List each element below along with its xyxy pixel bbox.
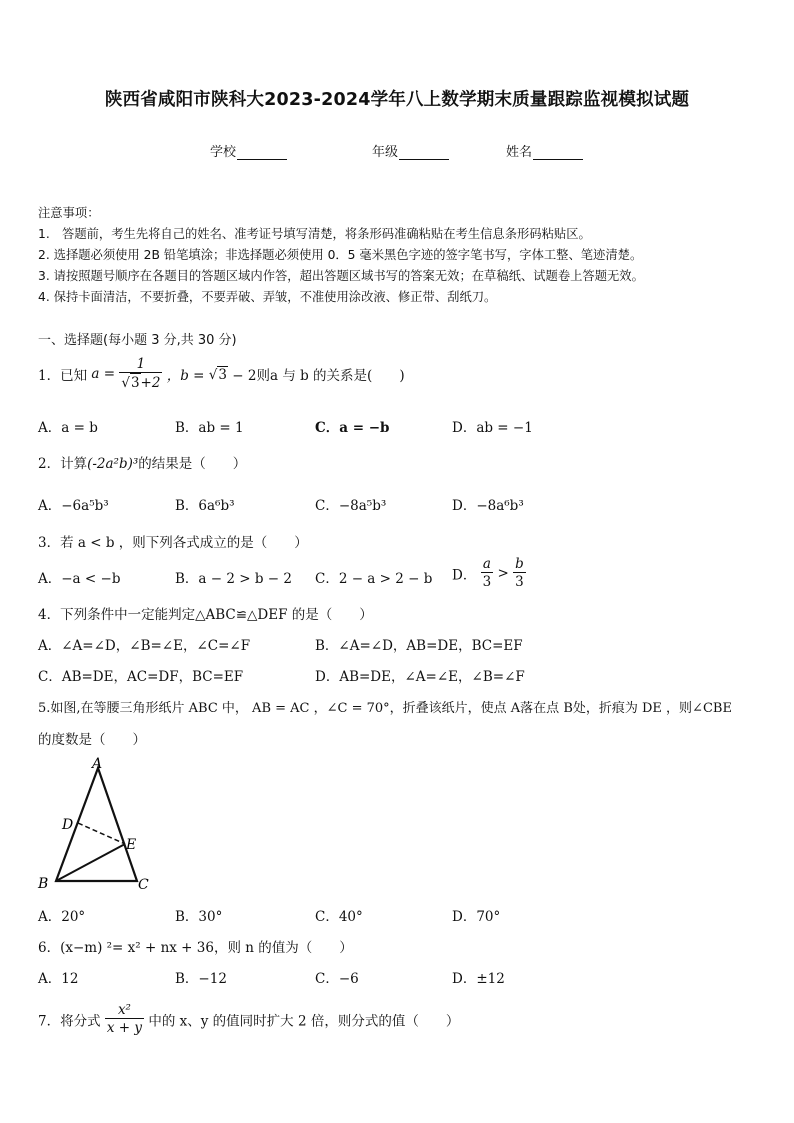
q1-fraction-num: 1: [119, 356, 162, 373]
name-label: 姓名: [506, 145, 533, 160]
q6-option-d[interactable]: D．±12: [452, 971, 505, 987]
q5-option-b[interactable]: B．30°: [175, 909, 223, 925]
question-6: 6．(x−m) ²= x² + nx + 36，则 n 的值为（ ）: [38, 940, 353, 956]
q6-option-b[interactable]: B．−12: [175, 971, 227, 987]
q3-d-den-a: 3: [482, 574, 492, 590]
q1-option-a[interactable]: A．a = b: [38, 420, 98, 436]
q4-option-a[interactable]: A．∠A=∠D，∠B=∠E，∠C=∠F: [38, 638, 251, 654]
q4-option-d[interactable]: D．AB=DE，∠A=∠E，∠B=∠F: [315, 669, 525, 685]
q3-d-num-a: a: [481, 556, 494, 573]
section-heading: 一、选择题(每小题 3 分,共 30 分): [38, 333, 237, 348]
q1-option-c[interactable]: C．a = −b: [315, 420, 390, 436]
school-blank[interactable]: [237, 146, 287, 160]
q2-option-c[interactable]: C．−8a⁵b³: [315, 498, 387, 514]
q1-a-eq: a =: [91, 366, 116, 382]
q1-relation: a 与 b 的关系是( ): [269, 368, 405, 384]
q3-d-fraction-a: [481, 556, 494, 591]
school-field[interactable]: [210, 141, 287, 160]
notes-heading: 注意事项：: [38, 206, 100, 220]
page-title: 陕西省咸阳市陕科大2023-2024学年八上数学期末质量跟踪监视模拟试题: [104, 90, 690, 110]
grade-blank[interactable]: [399, 146, 449, 160]
q1-fraction-den: √3+2: [121, 375, 161, 391]
q1-b-eq: ，b =: [166, 368, 209, 384]
q4-option-b[interactable]: B．∠A=∠D，AB=DE，BC=EF: [315, 638, 523, 654]
label-d: D: [62, 817, 74, 833]
question-4: 4．下列条件中一定能判定△ABC≌△DEF 的是（ ）: [38, 607, 373, 623]
q4-option-c[interactable]: C．AB=DE，AC=DF，BC=EF: [38, 669, 244, 685]
label-e: E: [126, 837, 137, 853]
q3-option-a[interactable]: A．−a < −b: [38, 571, 121, 587]
question-5-line-1: 5.如图,在等腰三角形纸片 ABC 中， AB = AC ，∠C = 70°，折叠该纸片，使点 A落在点 B处，折痕为 DE ，则∠CBE: [38, 701, 732, 716]
q7-text-b: 中的 x、y 的值同时扩大 2 倍，则分式的值（ ）: [148, 1013, 460, 1030]
q1-den-tail: +2: [140, 375, 161, 391]
q1-sqrt: 3: [130, 375, 140, 391]
q7-fraction-num: x²: [105, 1002, 144, 1019]
q5-option-a[interactable]: A．20°: [38, 909, 86, 925]
q3-option-b[interactable]: B．a − 2 > b − 2: [175, 571, 292, 587]
note-item-4: 4. 保持卡面清洁，不要折叠，不要弄破、弄皱，不准使用涂改液、修正带、刮纸刀。: [38, 290, 497, 304]
q3-option-d[interactable]: [452, 556, 526, 591]
q2-option-d[interactable]: D．−8a⁶b³: [452, 498, 524, 514]
triangle-figure: [34, 752, 164, 897]
q6-option-a[interactable]: A．12: [38, 971, 79, 987]
q7-fraction-den: x + y: [106, 1020, 143, 1036]
question-1: [38, 356, 405, 392]
q1-lead: 1．已知: [38, 368, 88, 384]
q3-d-den-b: 3: [515, 574, 524, 590]
q3-d-fraction-b: [513, 556, 526, 591]
q2-option-b[interactable]: B．6a⁶b³: [175, 498, 235, 514]
q2-text-a: 2．计算: [38, 456, 88, 472]
name-field[interactable]: [506, 141, 583, 160]
q1-b-tail: − 2则: [228, 368, 270, 384]
question-5-line-2: 的度数是（ ）: [38, 732, 146, 748]
note-item-2: 2. 选择题必须使用 2B 铅笔填涂；非选择题必须使用 0．5 毫米黑色字迹的签字笔书写，字体工整、笔迹清楚。: [38, 248, 643, 262]
q2-option-a[interactable]: A．−6a⁵b³: [38, 498, 109, 514]
name-blank[interactable]: [533, 146, 583, 160]
q5-option-c[interactable]: C．40°: [315, 909, 363, 925]
q3-option-d-label: D．: [452, 567, 477, 584]
q6-option-c[interactable]: C．−6: [315, 971, 359, 987]
q7-fraction: [105, 1002, 144, 1037]
question-2: [38, 452, 246, 472]
q5-option-d[interactable]: D．70°: [452, 909, 501, 925]
grade-field[interactable]: [372, 141, 449, 160]
q3-d-gt: >: [497, 565, 509, 582]
school-label: 学校: [210, 145, 237, 160]
question-7: [38, 1002, 459, 1037]
q1-fraction: [119, 356, 162, 392]
segment-be: [56, 844, 125, 881]
question-3: 3．若 a < b ，则下列各式成立的是（ ）: [38, 535, 308, 551]
q1-option-b[interactable]: B．ab = 1: [175, 420, 244, 436]
q3-option-c[interactable]: C．2 − a > 2 − b: [315, 571, 433, 587]
note-item-1: 1. 答题前，考生先将自己的姓名、准考证号填写清楚，将条形码准确粘贴在考生信息条形码粘贴区。: [38, 227, 591, 241]
label-c: C: [138, 877, 149, 893]
q2-expression: (-2a²b)³: [87, 456, 139, 472]
note-item-3: 3. 请按照题号顺序在各题目的答题区域内作答，超出答题区域书写的答案无效；在草稿纸、试题卷上答题无效。: [38, 269, 644, 283]
q1-option-d[interactable]: D．ab = −1: [452, 420, 533, 436]
label-a: A: [92, 756, 103, 772]
q7-text-a: 7．将分式: [38, 1013, 101, 1030]
q1-b-root: √3: [208, 366, 227, 383]
q2-text-b: 的结果是（ ）: [138, 456, 247, 472]
grade-label: 年级: [372, 145, 399, 160]
label-b: B: [38, 876, 49, 892]
q1-b-sqrt: 3: [218, 366, 227, 383]
q3-d-num-b: b: [515, 556, 524, 572]
